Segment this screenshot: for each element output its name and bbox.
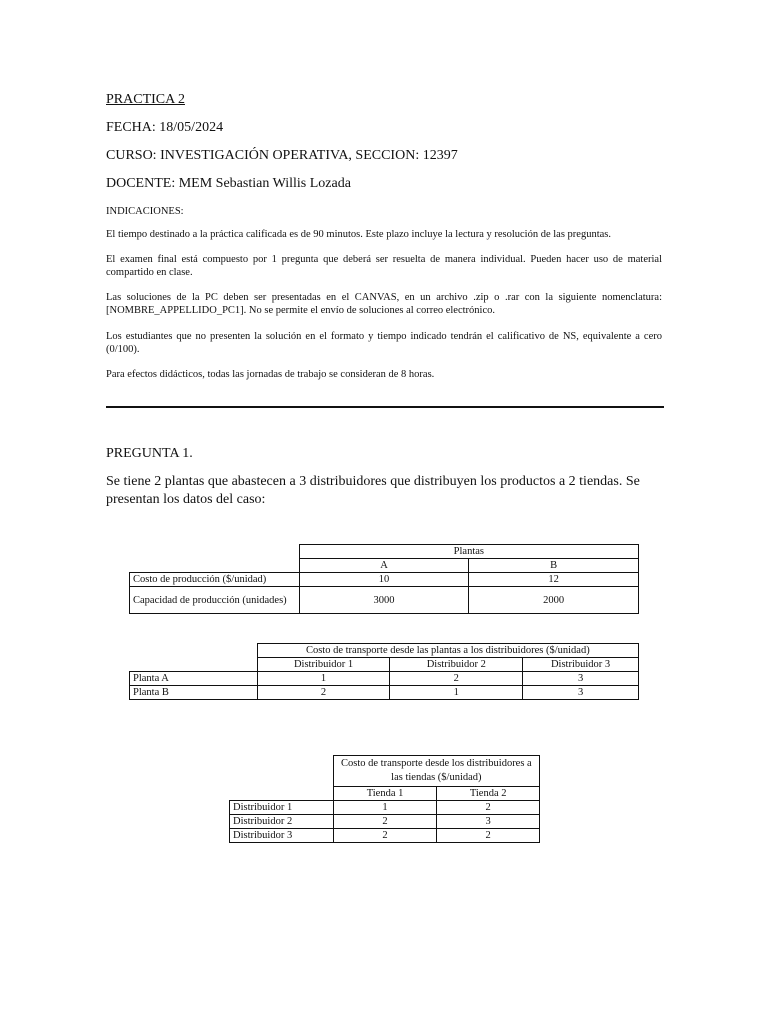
table-cell: 2 [333, 829, 437, 843]
table-cell: 10 [299, 573, 469, 587]
row-label: Planta A [130, 672, 258, 686]
column-header: A [299, 559, 469, 573]
production-table [129, 544, 639, 614]
table-corner [230, 787, 334, 801]
table-cell: 2000 [469, 587, 639, 614]
table-cell: 2 [437, 801, 540, 815]
table-row [130, 573, 639, 587]
column-header: Distribuidor 3 [523, 658, 639, 672]
instruction-3: Las soluciones de la PC deben ser presentadas en el CANVAS, en un archivo .zip o .rar con la siguiente nomenclatura: [NOMBRE_APPELLIDO_PC1]. No se permite el envío de soluciones al correo electrónico. [106, 292, 662, 316]
instruction-2: El examen final está compuesto por 1 pregunta que deberá ser resuelta de manera individual. Pueden hacer uso de material compartido en clase. [106, 254, 662, 278]
question-text: Se tiene 2 plantas que abastecen a 3 distribuidores que distribuyen los productos a 2 tiendas. Se presentan los datos del caso: [106, 474, 640, 507]
table-row [130, 587, 639, 614]
table-row [230, 801, 540, 815]
column-header: Tienda 1 [333, 787, 437, 801]
table-cell: 12 [469, 573, 639, 587]
table-row [130, 686, 639, 700]
table-corner [130, 644, 258, 658]
instructions-label: INDICACIONES: [106, 206, 184, 217]
instruction-1: El tiempo destinado a la práctica calificada es de 90 minutos. Este plazo incluye la lectura y resolución de las preguntas. [106, 229, 611, 240]
column-header: Distribuidor 2 [390, 658, 523, 672]
column-header: B [469, 559, 639, 573]
table-cell: 1 [257, 672, 390, 686]
plants-header: Plantas [299, 545, 638, 559]
table-cell: 2 [437, 829, 540, 843]
column-header: Distribuidor 1 [257, 658, 390, 672]
plant-distributor-cost-table [129, 643, 639, 700]
row-label: Costo de producción ($/unidad) [130, 573, 300, 587]
table-corner [130, 545, 300, 559]
table-row [230, 829, 540, 843]
table-cell: 1 [333, 801, 437, 815]
instruction-5: Para efectos didácticos, todas las jornadas de trabajo se consideran de 8 horas. [106, 369, 435, 380]
row-label: Planta B [130, 686, 258, 700]
table-row [230, 815, 540, 829]
row-label: Distribuidor 3 [230, 829, 334, 843]
table-cell: 2 [257, 686, 390, 700]
table-corner [130, 559, 300, 573]
row-label: Distribuidor 2 [230, 815, 334, 829]
transport-cost-header: Costo de transporte desde los distribuidores a las tiendas ($/unidad) [333, 756, 539, 787]
distributor-store-cost-table [229, 755, 540, 843]
question-title: PREGUNTA 1. [106, 446, 193, 461]
column-header: Tienda 2 [437, 787, 540, 801]
table-cell: 3 [523, 672, 639, 686]
teacher-line: DOCENTE: MEM Sebastian Willis Lozada [106, 176, 351, 191]
table-cell: 2 [333, 815, 437, 829]
instruction-4: Los estudiantes que no presenten la solución en el formato y tiempo indicado tendrán el calificativo de NS, equivalente a cero (0/100). [106, 331, 662, 355]
date-line: FECHA: 18/05/2024 [106, 120, 224, 135]
course-line: CURSO: INVESTIGACIÓN OPERATIVA, SECCION: 12397 [106, 148, 458, 163]
transport-cost-header: Costo de transporte desde las plantas a los distribuidores ($/unidad) [257, 644, 638, 658]
table-cell: 3 [523, 686, 639, 700]
row-label: Distribuidor 1 [230, 801, 334, 815]
table-cell: 3000 [299, 587, 469, 614]
table-corner [130, 658, 258, 672]
table-cell: 3 [437, 815, 540, 829]
table-row [130, 672, 639, 686]
table-cell: 2 [390, 672, 523, 686]
table-corner [230, 756, 334, 787]
table-cell: 1 [390, 686, 523, 700]
section-divider [106, 406, 664, 408]
document-title: PRACTICA 2 [106, 92, 185, 107]
row-label: Capacidad de producción (unidades) [130, 587, 300, 614]
